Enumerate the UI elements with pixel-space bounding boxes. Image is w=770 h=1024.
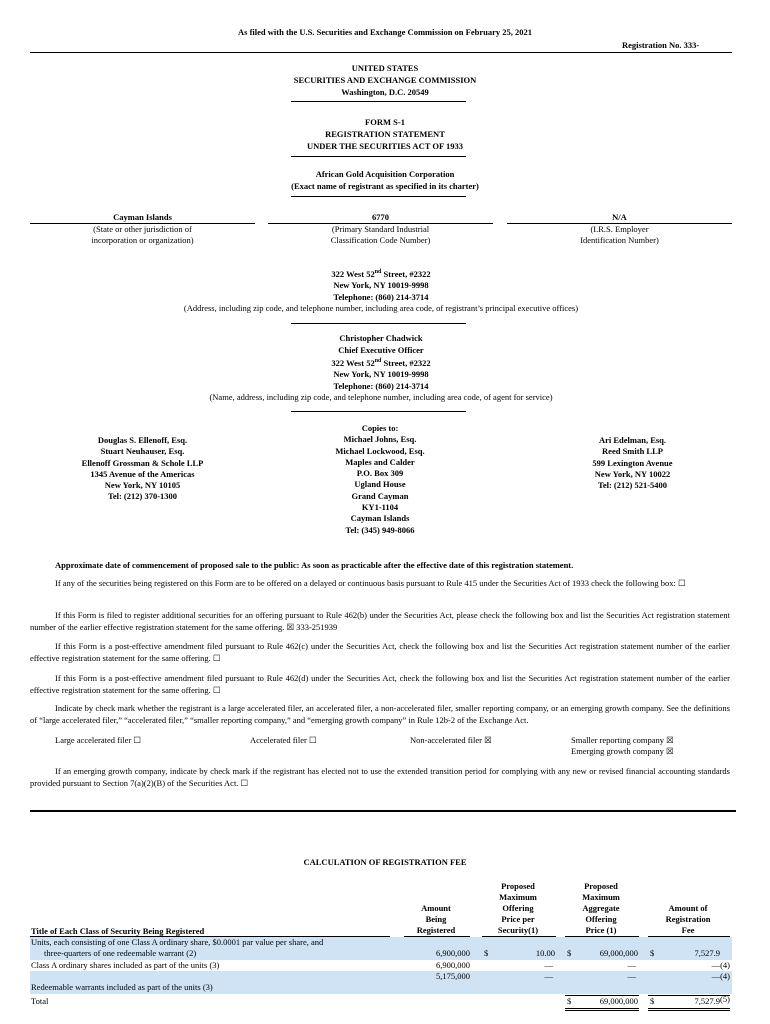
row-price-currency: $ <box>484 948 489 958</box>
counsel-right-line: Tel: (212) 521-5400 <box>597 480 668 491</box>
irs-value: N/A <box>612 212 627 222</box>
form-line-1: FORM S-1 <box>365 117 405 127</box>
row-price: 10.00 <box>535 948 555 958</box>
registrant-block <box>235 168 535 192</box>
row-price: — <box>544 971 553 981</box>
counsel-middle-line: Michael Lockwood, Esq. <box>335 445 425 456</box>
jurisdiction-caption-1: (State or other jurisdiction of <box>30 223 255 235</box>
section-divider <box>291 101 466 102</box>
counsel-left-line: Stuart Neuhauser, Esq. <box>100 446 185 457</box>
fee-table-title: CALCULATION OF REGISTRATION FEE <box>303 857 467 867</box>
row-price: — <box>544 960 553 970</box>
section-divider <box>291 323 466 324</box>
row-title: Class A ordinary shares included as part of the units (3) <box>31 960 220 970</box>
rule-462b-paragraph: If this Form is filed to register additional securities for an offering pursuant to Rule 462(b) under the Securities Act, please check the following box and list the Securities Act registration statement number of the earlier effective registration statement for the same offering. ☒ 333-251939 <box>30 610 730 632</box>
section-divider <box>291 156 466 157</box>
filer-definition-paragraph: Indicate by check mark whether the registrant is a large accelerated filer, an accelerated filer, a non-accelerated filer, smaller reporting company, or an emerging growth company. See the definitions of “large accelerated filer,” “accelerated filer,” “smaller reporting company,” and “emerging growth company” in Rule 12b-2 of the Exchange Act. <box>30 703 730 725</box>
total-aggregate-currency: $ <box>567 996 572 1006</box>
sic-caption-1: (Primary Standard Industrial <box>268 223 493 235</box>
row-fee: —(4) <box>711 960 730 970</box>
accelerated-filer: Accelerated filer ☐ <box>250 735 317 745</box>
sic-caption-2: Classification Code Number) <box>330 235 431 245</box>
registration-number: Registration No. 333- <box>622 40 700 50</box>
row-amount: 6,900,000 <box>436 948 470 958</box>
commission-line-1: UNITED STATES <box>351 63 419 73</box>
counsel-left-line: New York, NY 10105 <box>104 480 181 491</box>
irs-column <box>507 212 732 246</box>
agent-block <box>30 333 732 404</box>
total-double-rule <box>565 1010 639 1011</box>
counsel-middle-line: Michael Johns, Esq. <box>343 434 417 445</box>
large-accelerated-filer: Large accelerated filer ☐ <box>55 735 142 745</box>
counsel-right-line: Reed Smith LLP <box>602 446 663 457</box>
smaller-reporting-company: Smaller reporting company ☒ <box>571 735 674 745</box>
counsel-middle-line: Maples and Calder <box>345 456 415 467</box>
sic-value: 6770 <box>372 212 389 222</box>
row-title-continued: three-quarters of one redeemable warrant (2) <box>44 948 197 958</box>
rule-415-paragraph: If any of the securities being registered on this Form are to be offered on a delayed or continuous basis pursuant to Rule 415 under the Securities Act of 1933 check the following box: ☐ <box>55 578 686 588</box>
total-double-rule <box>648 1008 730 1009</box>
counsel-left <box>40 435 245 503</box>
counsel-left-line: Tel: (212) 370-1300 <box>107 491 178 502</box>
page-section-rule <box>30 810 736 812</box>
total-label: Total <box>31 996 49 1006</box>
row-fee: —(4) <box>711 971 730 981</box>
counsel-middle-line: Ugland House <box>354 479 406 490</box>
registration-fee-header: Amount of Registration Fee <box>665 903 711 935</box>
counsel-middle-line: P.O. Box 309 <box>356 468 404 479</box>
agent-title: Chief Executive Officer <box>338 344 424 355</box>
form-line-2: REGISTRATION STATEMENT <box>325 129 445 139</box>
form-line-3: UNDER THE SECURITIES ACT OF 1933 <box>307 141 463 151</box>
jurisdiction-column <box>30 212 255 246</box>
total-aggregate: 69,000,000 <box>599 996 638 1006</box>
registrant-name: African Gold Acquisition Corporation <box>315 169 455 179</box>
row-aggregate-currency: $ <box>567 948 572 958</box>
registrant-caption: (Exact name of registrant as specified in its charter) <box>291 181 479 191</box>
irs-caption-1: (I.R.S. Employer <box>507 223 732 235</box>
counsel-right-line: Ari Edelman, Esq. <box>598 435 667 445</box>
section-divider <box>291 196 466 197</box>
section-divider <box>291 411 466 412</box>
address-phone: Telephone: (860) 214-3714 <box>333 291 429 302</box>
commission-block <box>235 62 535 98</box>
total-fee-currency: $ <box>650 996 655 1006</box>
form-block <box>235 116 535 152</box>
row-fee-currency: $ <box>650 948 655 958</box>
row-aggregate: — <box>627 971 636 981</box>
counsel-middle-line: Tel: (345) 949-8066 <box>345 524 415 535</box>
total-double-rule <box>565 1008 639 1009</box>
security-title-header: Title of Each Class of Security Being Registered <box>31 926 205 936</box>
copies-to-heading: Copies to: <box>361 423 399 433</box>
agent-phone: Telephone: (860) 214-3714 <box>333 380 429 391</box>
row-amount: 6,900,000 <box>436 960 470 970</box>
counsel-left-line: Douglas S. Ellenoff, Esq. <box>97 435 188 445</box>
total-double-rule <box>648 1010 730 1011</box>
counsel-middle-line: Grand Cayman <box>351 490 409 501</box>
rule-462c-paragraph: If this Form is a post-effective amendment filed pursuant to Rule 462(c) under the Securities Act, check the following box and list the Securities Act registration statement number of the earlier effective registration statement for the same offering. ☐ <box>30 641 730 663</box>
irs-caption-2: Identification Number) <box>580 235 659 245</box>
emerging-growth-company: Emerging growth company ☒ <box>571 746 674 756</box>
approximate-date: Approximate date of commencement of proposed sale to the public: As soon as practicable after the effective date of this registration statement. <box>55 560 574 570</box>
rule-462d-paragraph: If this Form is a post-effective amendment filed pursuant to Rule 462(d) under the Securities Act, check the following box and list the Securities Act registration statement number of the earlier effective registration statement for the same offering. ☐ <box>30 673 730 695</box>
counsel-left-line: 1345 Avenue of the Americas <box>90 468 195 479</box>
header-rule <box>30 52 732 53</box>
agent-city: New York, NY 10019-9998 <box>333 369 429 380</box>
row-aggregate: 69,000,000 <box>599 948 638 958</box>
counsel-left-line: Ellenoff Grossman & Schole LLP <box>81 457 204 468</box>
address-caption: (Address, including zip code, and telephone number, including area code, of registrant’s principal executive offices) <box>183 303 579 314</box>
address-street: 322 West 52nd Street, #2322 <box>331 268 431 279</box>
filing-date-line: As filed with the U.S. Securities and Exchange Commission on February 25, 2021 <box>238 27 532 37</box>
counsel-right-line: 599 Lexington Avenue <box>592 457 673 468</box>
counsel-middle <box>280 423 480 536</box>
total-fee-footnote: (5) <box>720 994 730 1004</box>
row-title: Redeemable warrants included as part of the units (3) <box>31 982 213 992</box>
counsel-middle-line: Cayman Islands <box>350 513 410 524</box>
agent-street: 322 West 52nd Street, #2322 <box>331 357 431 368</box>
row-title: Units, each consisting of one Class A ordinary share, $0.0001 par value per share, and <box>31 937 324 947</box>
counsel-right-line: New York, NY 10022 <box>594 468 671 479</box>
address-city: New York, NY 10019-9998 <box>333 280 429 291</box>
egc-transition-paragraph: If an emerging growth company, indicate by check mark if the registrant has elected not to use the extended transition period for complying with any new or revised financial accounting standards provided pursuant to Section 7(a)(2)(B) of the Securities Act. ☐ <box>30 766 730 788</box>
aggregate-price-header: Proposed Maximum Aggregate Offering Price (1) <box>582 881 620 935</box>
row-aggregate: — <box>627 960 636 970</box>
price-per-security-header: Proposed Maximum Offering Price per Security(1) <box>497 881 539 935</box>
counsel-right <box>545 435 720 491</box>
counsel-middle-line: KY1-1104 <box>361 502 399 513</box>
total-fee: 7,527.9 <box>694 996 720 1006</box>
jurisdiction-caption-2: incorporation or organization) <box>91 235 194 245</box>
amount-header: Amount Being Registered <box>416 903 456 935</box>
jurisdiction-value: Cayman Islands <box>113 212 172 222</box>
sic-column <box>268 212 493 246</box>
commission-line-3: Washington, D.C. 20549 <box>341 87 429 97</box>
agent-name: Christopher Chadwick <box>339 333 423 343</box>
commission-line-2: SECURITIES AND EXCHANGE COMMISSION <box>293 75 477 85</box>
row-fee: 7,527.9 <box>694 948 720 958</box>
agent-caption: (Name, address, including zip code, and telephone number, including area code, of agent for service) <box>209 392 553 403</box>
address-block <box>30 267 732 315</box>
non-accelerated-filer: Non-accelerated filer ☒ <box>410 735 492 745</box>
row-amount: 5,175,000 <box>436 971 470 981</box>
